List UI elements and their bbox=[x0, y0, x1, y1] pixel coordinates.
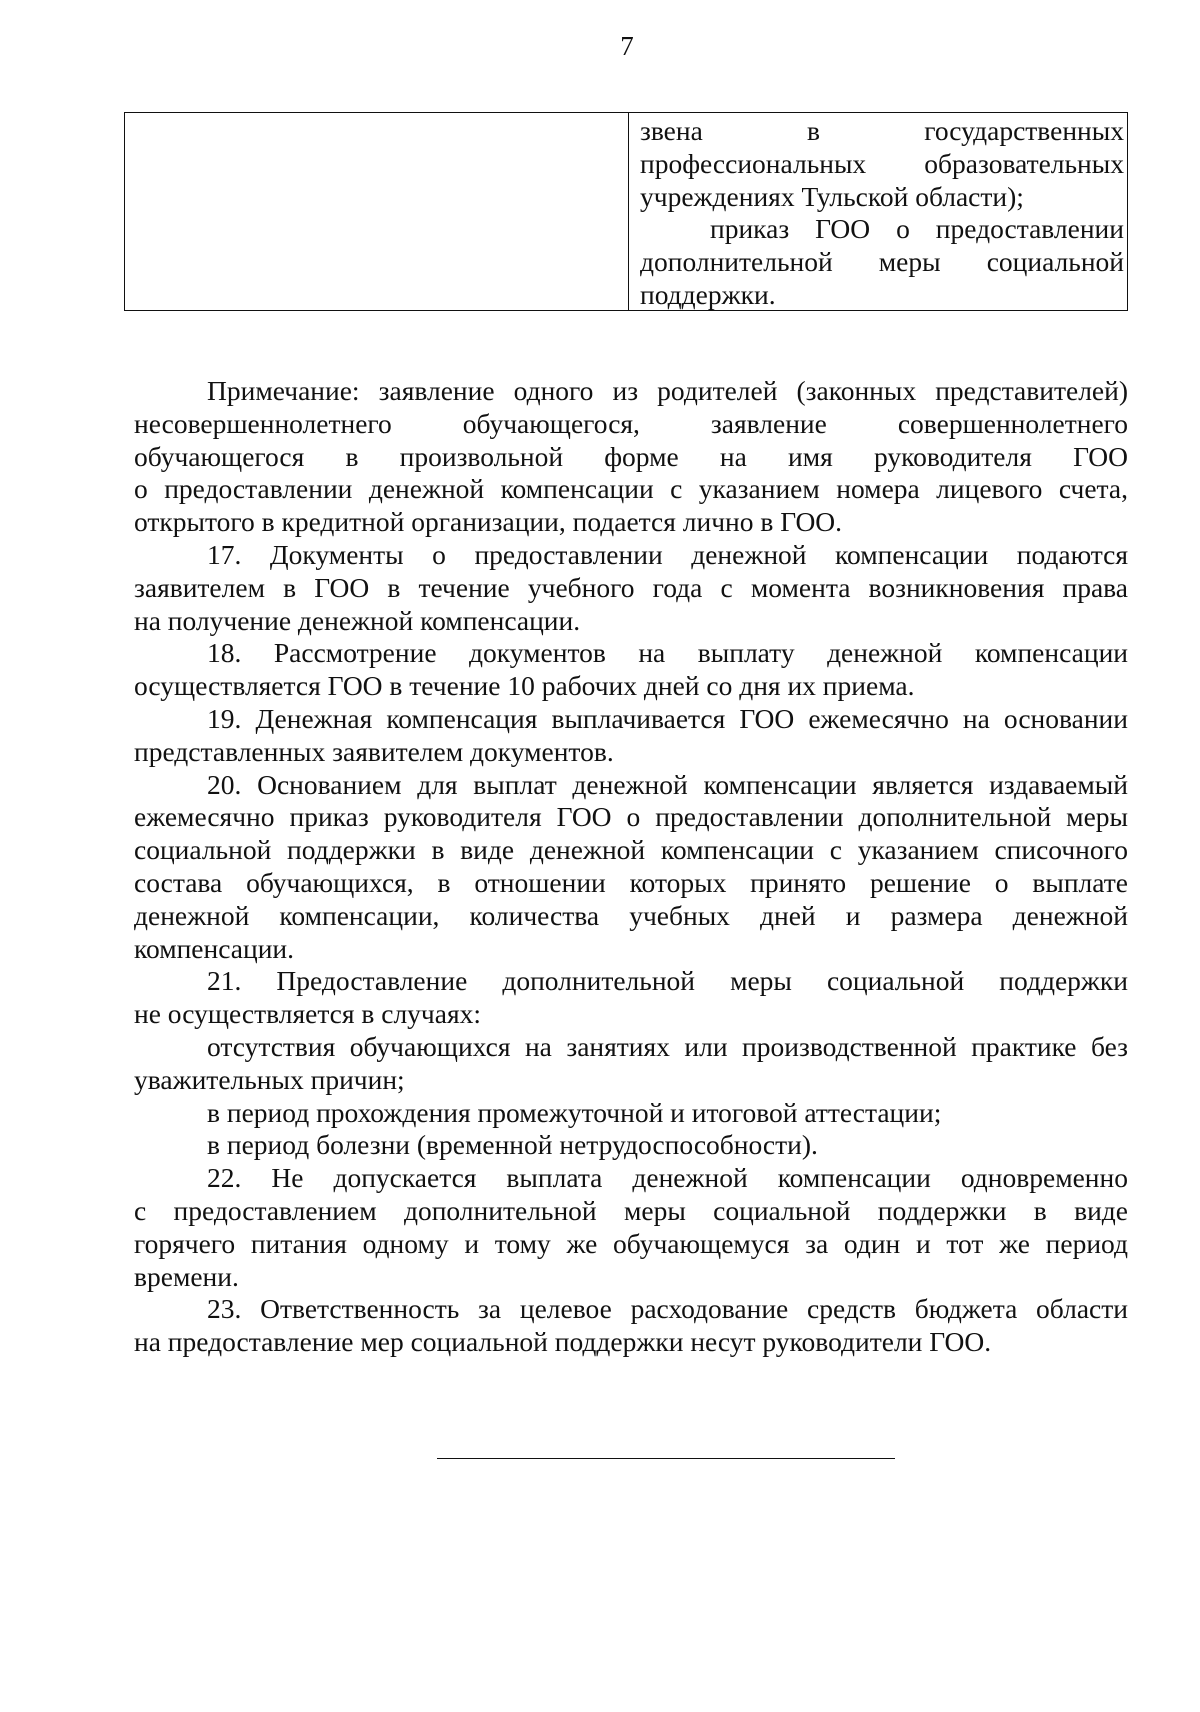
paragraph bbox=[134, 637, 1128, 703]
table-cell-left bbox=[125, 113, 629, 310]
paragraph bbox=[134, 769, 1128, 966]
text-line: отсутствия обучающихся на занятиях или производственной практике без bbox=[207, 1030, 1128, 1062]
text-line: Примечание: заявление одного из родителей (законных представителей) bbox=[207, 375, 1128, 406]
paragraph bbox=[134, 1129, 1128, 1162]
text-line: ежемесячно приказ руководителя ГОО о предоставлении дополнительной меры bbox=[134, 801, 1128, 833]
text-line: на предоставление мер социальной поддержки несут руководители ГОО. bbox=[134, 1326, 992, 1358]
text-line: 17. Документы о предоставлении денежной компенсации подаются bbox=[207, 538, 1128, 570]
table-line: учреждениях Тульской области); bbox=[640, 180, 1024, 212]
text-line: состава обучающихся, в отношении которых принято решение о выплате bbox=[134, 866, 1128, 898]
table-line: поддержки. bbox=[640, 278, 776, 310]
text-line: в период болезни (временной нетрудоспособности). bbox=[207, 1129, 818, 1161]
text-line: в период прохождения промежуточной и итоговой аттестации; bbox=[207, 1096, 942, 1128]
text-line: социальной поддержки в виде денежной компенсации с указанием списочного bbox=[134, 834, 1128, 866]
text-line: открытого в кредитной организации, подается лично в ГОО. bbox=[134, 506, 843, 538]
table-line: дополнительной меры социальной bbox=[640, 246, 1124, 278]
table-line: звена в государственных bbox=[640, 115, 1124, 146]
paragraph bbox=[134, 1097, 1128, 1130]
paragraph bbox=[134, 1162, 1128, 1293]
table-line: приказ ГОО о предоставлении bbox=[710, 213, 1124, 245]
text-line: 22. Не допускается выплата денежной компенсации одновременно bbox=[207, 1162, 1128, 1194]
page-number: 7 bbox=[620, 31, 634, 61]
text-line: 20. Основанием для выплат денежной компенсации является издаваемый bbox=[207, 768, 1128, 800]
paragraph bbox=[134, 539, 1128, 637]
paragraph bbox=[134, 703, 1128, 769]
table-cell-right bbox=[629, 113, 1127, 310]
text-line: 19. Денежная компенсация выплачивается ГОО ежемесячно на основании bbox=[207, 702, 1128, 734]
text-line: горячего питания одному и тому же обучающемуся за один и тот же период bbox=[134, 1227, 1128, 1259]
text-line: заявителем в ГОО в течение учебного года с момента возникновения права bbox=[134, 571, 1128, 603]
text-line: 18. Рассмотрение документов на выплату денежной компенсации bbox=[207, 637, 1128, 669]
text-line: 21. Предоставление дополнительной меры социальной поддержки bbox=[207, 965, 1128, 997]
text-line: осуществляется ГОО в течение 10 рабочих дней со дня их приема. bbox=[134, 670, 915, 702]
text-line: уважительных причин; bbox=[134, 1063, 405, 1095]
text-line: обучающегося в произвольной форме на имя руководителя ГОО bbox=[134, 440, 1128, 472]
continuation-table bbox=[124, 112, 1128, 311]
text-line: с предоставлением дополнительной меры социальной поддержки в виде bbox=[134, 1194, 1128, 1226]
text-line: 23. Ответственность за целевое расходование средств бюджета области bbox=[207, 1293, 1128, 1325]
paragraph bbox=[134, 1031, 1128, 1097]
end-rule bbox=[437, 1458, 895, 1459]
text-line: на получение денежной компенсации. bbox=[134, 604, 581, 636]
paragraph bbox=[134, 1293, 1128, 1359]
text-line: времени. bbox=[134, 1260, 239, 1292]
text-line: не осуществляется в случаях: bbox=[134, 998, 482, 1030]
text-line: денежной компенсации, количества учебных дней и размера денежной bbox=[134, 899, 1128, 931]
text-line: несовершеннолетнего обучающегося, заявление совершеннолетнего bbox=[134, 407, 1128, 439]
text-line: о предоставлении денежной компенсации с указанием номера лицевого счета, bbox=[134, 473, 1128, 505]
text-line: компенсации. bbox=[134, 932, 295, 964]
paragraph bbox=[134, 375, 1128, 539]
body-text bbox=[134, 375, 1128, 1359]
text-line: представленных заявителем документов. bbox=[134, 735, 614, 767]
paragraph bbox=[134, 965, 1128, 1031]
table-line: профессиональных образовательных bbox=[640, 147, 1124, 179]
